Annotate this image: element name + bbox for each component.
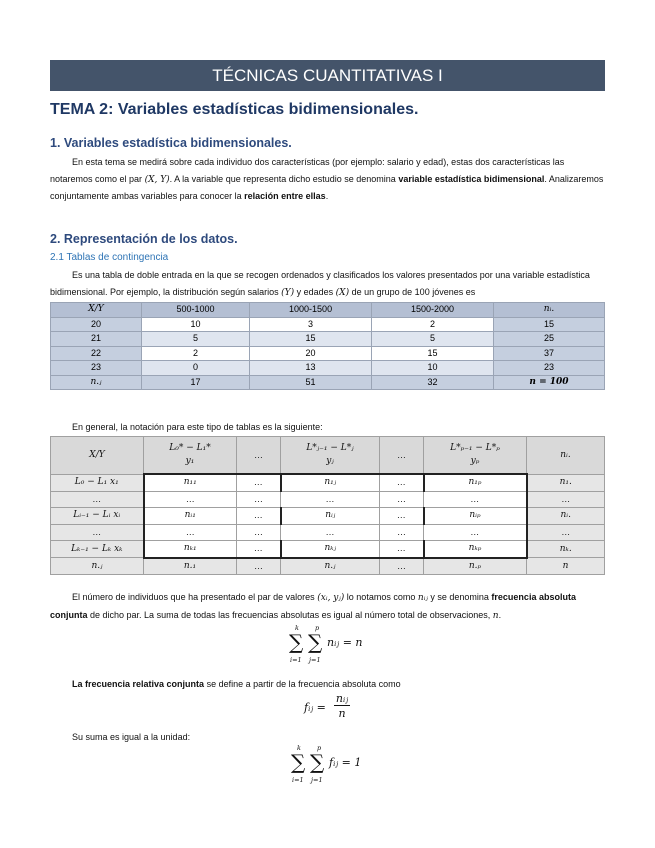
table-cell: nₖ. — [527, 541, 605, 558]
table-cell: 5 — [372, 332, 494, 347]
table-cell: n₁. — [527, 474, 605, 491]
table-row — [51, 332, 605, 347]
sum-absolute-frequency-equation: k ∑ i=1 p ∑ j=1 nᵢⱼ = n — [289, 624, 363, 664]
table-cell: 0 — [142, 361, 250, 376]
table-cell: … — [380, 508, 424, 525]
table-cell: n.ⱼ — [51, 558, 144, 575]
table-cell: 20 — [51, 317, 142, 332]
table-cell: 22 — [51, 346, 142, 361]
table-cell: 5 — [142, 332, 250, 347]
table-cell: … — [424, 524, 527, 541]
table-cell: n₁ⱼ — [281, 474, 380, 491]
table-header-cell: X/Y — [51, 437, 144, 475]
table-cell: 3 — [250, 317, 372, 332]
table-cell: … — [380, 491, 424, 508]
table-cell: nᵢⱼ — [281, 508, 380, 525]
general-notation-table — [50, 436, 605, 575]
table-cell: … — [424, 491, 527, 508]
table-row — [51, 508, 605, 525]
table-cell: 37 — [494, 346, 605, 361]
table-cell: … — [527, 491, 605, 508]
table-row — [51, 474, 605, 491]
table-cell: n₁ₚ — [424, 474, 527, 491]
table-cell: 25 — [494, 332, 605, 347]
frequency-paragraph: El número de individuos que ha presentado el par de valores (xᵢ, yⱼ) lo notamos como nᵢⱼ y se denomina frecuencia absoluta conjunta de dicho par. La suma de todas las frecuencias absolutas es igual al número total de observaciones, n. — [50, 592, 576, 621]
table-row — [51, 317, 605, 332]
table-cell: … — [237, 474, 281, 491]
table-cell: 51 — [250, 375, 372, 390]
table-cell: 32 — [372, 375, 494, 390]
table-row — [51, 375, 605, 390]
table-header-cell: 1500-2000 — [372, 303, 494, 318]
table-cell: nᵢ. — [527, 508, 605, 525]
table-cell: … — [281, 524, 380, 541]
notation-intro: En general, la notación para este tipo de tablas es la siguiente: — [72, 422, 323, 432]
table-cell: 10 — [372, 361, 494, 376]
table-cell: 17 — [142, 375, 250, 390]
table-header-cell: … — [380, 437, 424, 475]
table-cell: 21 — [51, 332, 142, 347]
table-cell: nₖ₁ — [144, 541, 237, 558]
section-2-heading: 2. Representación de los datos. — [50, 232, 238, 246]
table-header-cell: nᵢ. — [494, 303, 605, 318]
table-cell: Lₖ₋₁ − Lₖ xₖ — [51, 541, 144, 558]
unit-sum-paragraph: Su suma es igual a la unidad: — [72, 732, 191, 742]
table-header-cell: L₀* − L₁* y₁ — [144, 437, 237, 475]
document-banner: TÉCNICAS CUANTITATIVAS I — [50, 60, 605, 91]
term-frecuencia-absoluta: frecuencia absoluta conjunta — [50, 592, 576, 620]
term-variable-bidimensional: variable estadística bidimensional — [398, 173, 545, 184]
table-cell: n.ⱼ — [51, 375, 142, 390]
table-cell: … — [380, 558, 424, 575]
contingency-table-example — [50, 302, 605, 390]
table-cell: 15 — [250, 332, 372, 347]
table-cell: … — [380, 524, 424, 541]
table-row — [51, 541, 605, 558]
table-cell: n — [527, 558, 605, 575]
sum-relative-frequency-equation: k ∑ i=1 p ∑ j=1 fᵢⱼ = 1 — [291, 744, 362, 784]
table-cell: 23 — [51, 361, 142, 376]
table-cell: Lᵢ₋₁ − Lᵢ xᵢ — [51, 508, 144, 525]
table-cell: … — [380, 541, 424, 558]
table-header-row — [51, 303, 605, 318]
table-cell: … — [144, 491, 237, 508]
page-title: TEMA 2: Variables estadísticas bidimensionales. — [50, 101, 419, 118]
table-cell: 15 — [372, 346, 494, 361]
table-cell: … — [144, 524, 237, 541]
table-cell: n.ⱼ — [281, 558, 380, 575]
table-cell: … — [237, 558, 281, 575]
table-cell: 2 — [142, 346, 250, 361]
table-header-cell: nᵢ. — [527, 437, 605, 475]
section-1-heading: 1. Variables estadística bidimensionales. — [50, 136, 292, 150]
table-cell: nᵢ₁ — [144, 508, 237, 525]
table-cell: 20 — [250, 346, 372, 361]
table-header-cell: X/Y — [51, 303, 142, 318]
pair-xy: (X, Y) — [144, 174, 170, 185]
table-cell: … — [281, 491, 380, 508]
table-cell: … — [51, 524, 144, 541]
table-cell: … — [380, 474, 424, 491]
table-cell: n.₁ — [144, 558, 237, 575]
table-cell: 15 — [494, 317, 605, 332]
table-cell: 10 — [142, 317, 250, 332]
table-cell: 2 — [372, 317, 494, 332]
table-cell: … — [237, 491, 281, 508]
table-cell: … — [51, 491, 144, 508]
table-cell: 13 — [250, 361, 372, 376]
table-header-cell: 1000-1500 — [250, 303, 372, 318]
relative-frequency-paragraph: La frecuencia relativa conjunta se define a partir de la frecuencia absoluta como — [72, 679, 401, 689]
table-cell: n = 100 — [494, 375, 605, 390]
table-cell: n.ₚ — [424, 558, 527, 575]
table-cell: 23 — [494, 361, 605, 376]
table-header-cell: L*ₚ₋₁ − L*ₚ yₚ — [424, 437, 527, 475]
term-relacion: relación entre ellas — [244, 191, 326, 201]
table-row — [51, 346, 605, 361]
table-header-cell: L*ⱼ₋₁ − L*ⱼ yⱼ — [281, 437, 380, 475]
table-cell: nᵢₚ — [424, 508, 527, 525]
table-row — [51, 558, 605, 575]
table-cell: nₖₚ — [424, 541, 527, 558]
table-cell: n₁₁ — [144, 474, 237, 491]
subsection-2-1-heading: 2.1 Tablas de contingencia — [50, 252, 169, 263]
table-row — [51, 361, 605, 376]
table-cell: L₀ − L₁ x₁ — [51, 474, 144, 491]
term-frecuencia-relativa: La frecuencia relativa conjunta — [72, 679, 205, 689]
table-header-row — [51, 437, 605, 475]
table-header-cell: 500-1000 — [142, 303, 250, 318]
section-1-paragraph: En esta tema se medirá sobre cada individuo dos características (por ejemplo: salario y edad), estas dos características las notaremos como el par (X, Y). A la variable que representa dicho estudio se denomina variable estadística bidimensional. Analizaremos conjuntamente ambas variables para conocer la relación entre ellas. — [50, 157, 604, 201]
table-cell: … — [237, 541, 281, 558]
section-2-paragraph: Es una tabla de doble entrada en la que se recogen ordenados y clasificados los valores presentados por una variable estadística bidimensional. Por ejemplo, la distribución según salarios (Y) y edades (X) de un grupo de 100 jóvenes es — [50, 270, 590, 298]
table-row — [51, 491, 605, 508]
table-cell: nₖⱼ — [281, 541, 380, 558]
table-row — [51, 524, 605, 541]
table-cell: … — [237, 508, 281, 525]
table-cell: … — [527, 524, 605, 541]
relative-frequency-equation: fᵢⱼ = nᵢⱼ n — [304, 692, 349, 720]
table-header-cell: … — [237, 437, 281, 475]
table-cell: … — [237, 524, 281, 541]
